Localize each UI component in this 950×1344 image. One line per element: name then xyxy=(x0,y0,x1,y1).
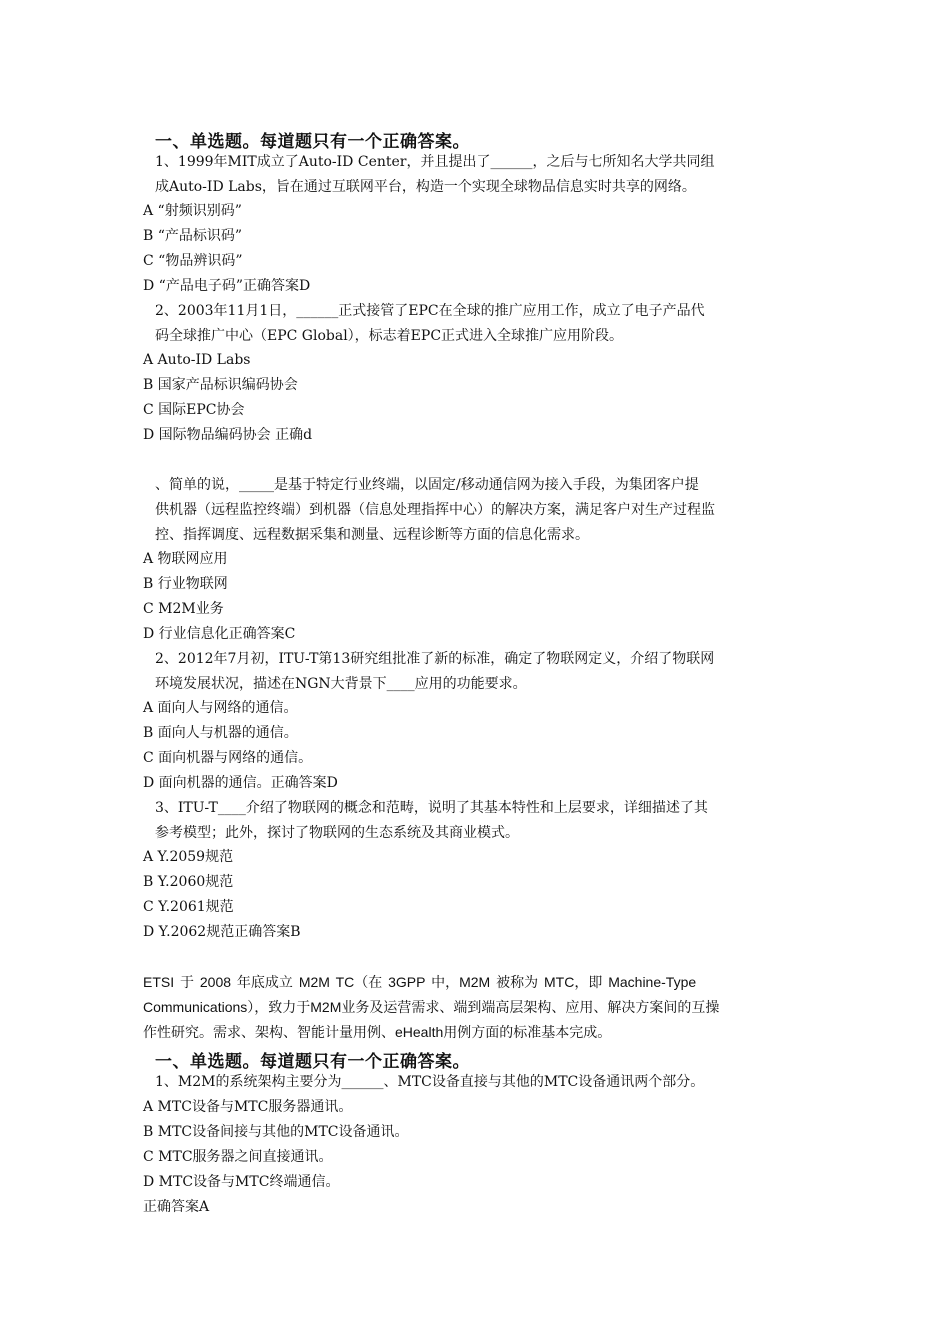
section-heading-1: 一、单选题。每道题只有一个正确答案。 xyxy=(155,132,470,152)
question-4 xyxy=(155,647,805,697)
question-6-option-d: D MTC设备与MTC终端通信。 xyxy=(143,1174,340,1190)
question-2-option-c: C 国际EPC协会 xyxy=(143,402,245,418)
question-5-option-a: A Y.2059规范 xyxy=(143,849,234,865)
question-4-option-d: D 面向机器的通信。正确答案D xyxy=(143,775,338,791)
question-2-option-b: B 国家产品标识编码协会 xyxy=(143,377,298,393)
question-1 xyxy=(155,150,805,200)
question-5-option-d: D Y.2062规范正确答案B xyxy=(143,924,301,940)
question-6-line-1: 1、M2M的系统架构主要分为______、MTC设备直接与其他的MTC设备通讯两个部分。 xyxy=(155,1074,705,1090)
question-2 xyxy=(155,299,805,349)
etsi-line-3: 作性研究。需求、架构、智能计量用例、eHealth用例方面的标准基本完成。 xyxy=(143,1024,612,1040)
question-1-option-a: A “射频识别码” xyxy=(143,203,242,219)
question-2-line-2: 码全球推广中心（EPC Global），标志着EPC正式进入全球推广应用阶段。 xyxy=(155,328,624,344)
question-6-option-b: B MTC设备间接与其他的MTC设备通讯。 xyxy=(143,1124,409,1140)
question-4-line-1: 2、2012年7月初，ITU-T第13研究组批准了新的标准，确定了物联网定义，介绍了物联网 xyxy=(155,651,715,667)
question-1-line-1: 1、1999年MIT成立了Auto-ID Center，并且提出了______，之后与七所知名大学共同组 xyxy=(155,154,715,170)
question-3-option-b: B 行业物联网 xyxy=(143,576,228,592)
question-2-line-1: 2、2003年11月1日，______正式接管了EPC在全球的推广应用工作，成立了电子产品代 xyxy=(155,303,705,319)
question-3-option-c: C M2M业务 xyxy=(143,601,224,617)
question-2-option-d: D 国际物品编码协会 正确d xyxy=(143,427,313,443)
question-3-option-d: D 行业信息化正确答案C xyxy=(143,626,296,642)
question-5-option-b: B Y.2060规范 xyxy=(143,874,234,890)
question-2-option-a: A Auto-ID Labs xyxy=(143,352,251,368)
question-6-answer: 正确答案A xyxy=(143,1199,210,1215)
etsi-line-2: Communications），致力于M2M业务及运营需求、端到端高层架构、应用、解决方案间的互操 xyxy=(143,999,720,1015)
question-4-option-a: A 面向人与网络的通信。 xyxy=(143,700,298,716)
question-4-line-2: 环境发展状况，描述在NGN大背景下____应用的功能要求。 xyxy=(155,676,527,692)
question-5 xyxy=(155,796,805,846)
question-5-line-2: 参考模型；此外，探讨了物联网的生态系统及其商业模式。 xyxy=(155,825,519,841)
question-1-option-b: B “产品标识码” xyxy=(143,228,243,244)
question-3 xyxy=(155,473,805,548)
question-5-option-c: C Y.2061规范 xyxy=(143,899,234,915)
question-6-option-a: A MTC设备与MTC服务器通讯。 xyxy=(143,1099,353,1115)
question-3-line-1: 、简单的说，_____是基于特定行业终端，以固定/移动通信网为接入手段，为集团客户提 xyxy=(155,477,699,493)
question-4-option-c: C 面向机器与网络的通信。 xyxy=(143,750,313,766)
question-1-line-2: 成Auto-ID Labs，旨在通过互联网平台，构造一个实现全球物品信息实时共享的网络。 xyxy=(155,179,696,195)
section-heading-2: 一、单选题。每道题只有一个正确答案。 xyxy=(155,1052,470,1072)
question-5-line-1: 3、ITU-T____介绍了物联网的概念和范畴，说明了其基本特性和上层要求，详细描述了其 xyxy=(155,800,708,816)
question-1-option-c: C “物品辨识码” xyxy=(143,253,243,269)
etsi-line-1: ETSI 于 2008 年底成立 M2M TC（在 3GPP 中，M2M 被称为 MTC，即 Machine-Type xyxy=(143,974,697,990)
etsi-paragraph xyxy=(143,970,807,1045)
question-3-line-2: 供机器（远程监控终端）到机器（信息处理指挥中心）的解决方案，满足客户对生产过程监 xyxy=(155,502,715,518)
question-3-option-a: A 物联网应用 xyxy=(143,551,228,567)
question-3-line-3: 控、指挥调度、远程数据采集和测量、远程诊断等方面的信息化需求。 xyxy=(155,527,589,543)
question-4-option-b: B 面向人与机器的通信。 xyxy=(143,725,298,741)
question-6 xyxy=(155,1070,805,1095)
question-6-option-c: C MTC服务器之间直接通讯。 xyxy=(143,1149,333,1165)
question-1-option-d: D “产品电子码”正确答案D xyxy=(143,278,311,294)
